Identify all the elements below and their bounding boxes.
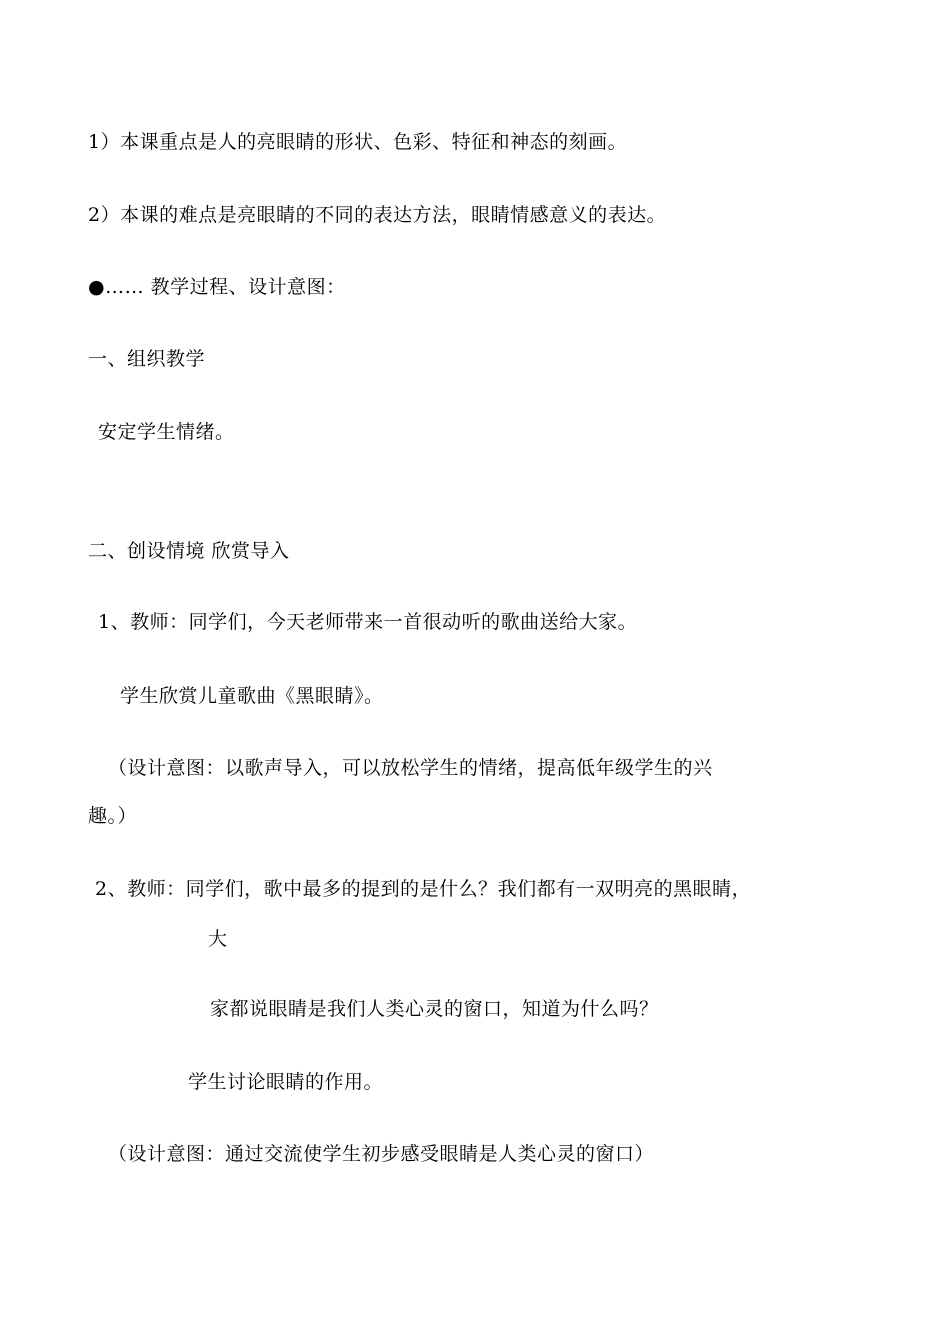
difficulty-line: 2）本课的难点是亮眼睛的不同的表达方法，眼睛情感意义的表达。 [88, 204, 667, 226]
design-intent-2: （设计意图：通过交流使学生初步感受眼睛是人类心灵的窗口） [108, 1143, 655, 1165]
paragraph-window-question: 家都说眼睛是我们人类心灵的窗口，知道为什么吗？ [210, 998, 659, 1020]
paragraph-teacher-2: 2、教师：同学们，歌中最多的提到的是什么？我们都有一双明亮的黑眼睛， [95, 878, 752, 900]
section-heading-scenario: 二、创设情境 欣赏导入 [88, 540, 290, 562]
paragraph-student-discuss: 学生讨论眼睛的作用。 [188, 1071, 384, 1093]
paragraph-student-listen: 学生欣赏儿童歌曲《黑眼睛》。 [120, 685, 384, 707]
paragraph-calm: 安定学生情绪。 [98, 421, 235, 443]
section-heading-organize: 一、组织教学 [88, 348, 206, 370]
design-intent-1-cont: 趣。） [88, 805, 138, 827]
key-point-line: 1）本课重点是人的亮眼睛的形状、色彩、特征和神态的刻画。 [88, 131, 628, 153]
design-intent-1: （设计意图：以歌声导入，可以放松学生的情绪，提高低年级学生的兴 [108, 757, 713, 779]
paragraph-teacher-1: 1、教师：同学们，今天老师带来一首很动听的歌曲送给大家。 [98, 611, 638, 633]
section-heading-process: ●…… 教学过程、设计意图： [88, 276, 346, 298]
paragraph-teacher-2-cont: 大 [208, 928, 228, 950]
